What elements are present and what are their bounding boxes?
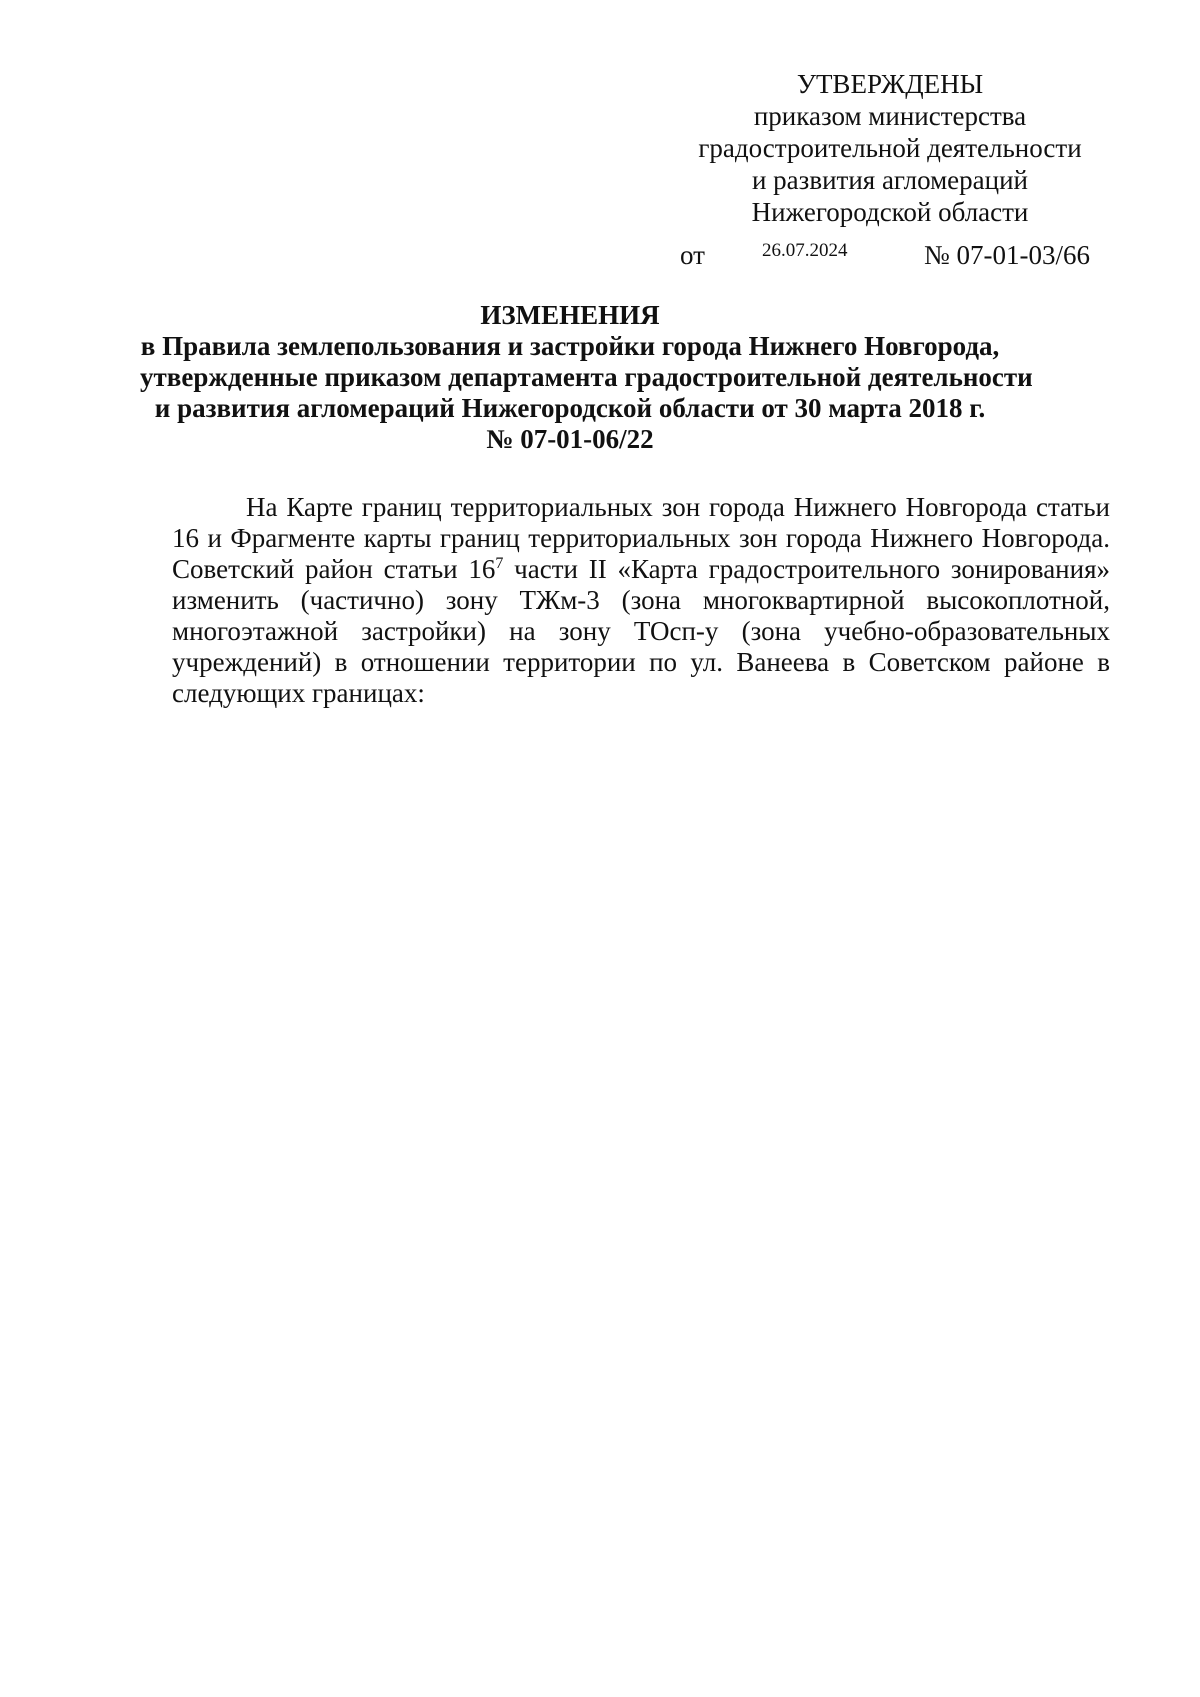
document-subtitle-line: и развития агломераций Нижегородской области от 30 марта 2018 г. [154,393,986,423]
approval-line: градостроительной деятельности [698,133,1082,163]
article-superscript: 7 [495,555,504,572]
order-from-label: от [680,240,705,270]
body-text-part1: На Карте границ территориальных зон города Нижнего Новгорода статьи 16 и Фрагменте карты границ территориальных зон города Нижнего Новгорода. Советский район статьи 16 [172,492,1110,584]
order-date-number-row [680,240,1100,274]
document-subtitle-line: в Правила землепользования и застройки города Нижнего Новгорода, [140,331,1000,361]
document-title: ИЗМЕНЕНИЯ [480,300,660,330]
approval-heading: УТВЕРЖДЕНЫ [796,69,984,99]
body-paragraph [172,492,1110,709]
approval-line: приказом министерства [753,101,1027,131]
approval-line: Нижегородской области [751,197,1029,227]
document-subtitle-line: утвержденные приказом департамента градостроительной деятельности [140,362,1033,392]
order-date: 26.07.2024 [762,240,848,261]
document-subtitle-number: № 07-01-06/22 [486,424,654,454]
document-title-block [140,300,1033,455]
body-text-part2: части II «Карта градостроительного зонирования» изменить (частично) зону ТЖм-3 (зона многоквартирной высокоплотной, многоэтажной застройки) на зону ТОсп-у (зона учебно-образовательных учреждений) в отношении территории по ул. Ванеева в Советском районе в следующих границах: [172,554,1110,708]
approval-stamp-block [680,68,1100,228]
approval-line: и развития агломераций [751,165,1028,195]
order-number: № 07-01-03/66 [924,240,1090,270]
